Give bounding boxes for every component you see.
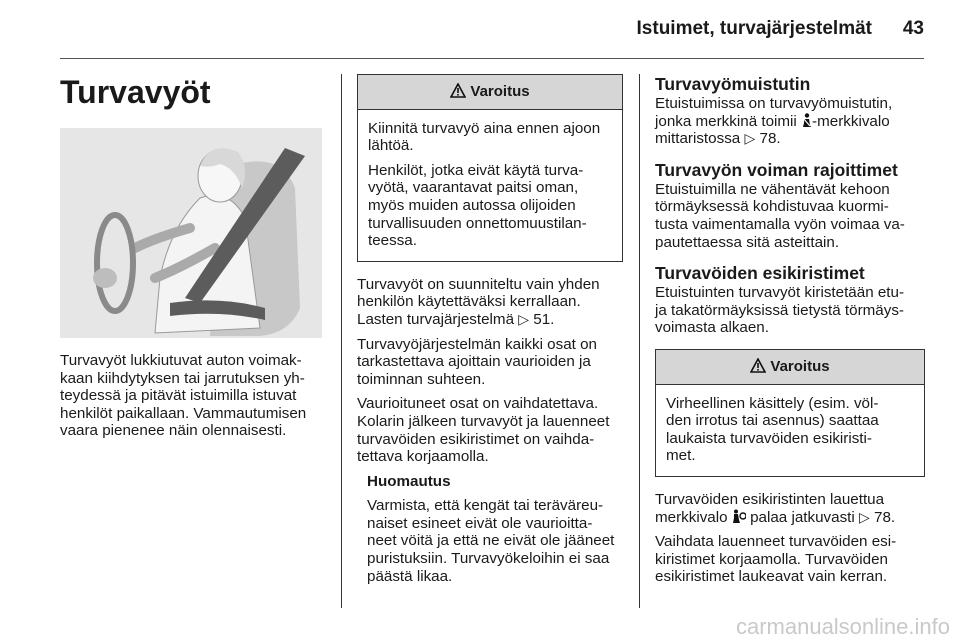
indicator-paragraph [655,491,925,526]
warning-line: Kiinnitä turvavyö aina ennen ajoon [368,119,601,137]
header-title: Istuimet, turvajärjestelmät [636,18,872,39]
text-line: Vaurioituneet osat on vaihdatettava. [357,395,599,413]
pretensioner-indicator-icon [732,509,746,524]
text-line: esikiristimet laukeavat vain kerran. [655,568,888,586]
note-line: päästä likaa. [367,567,453,585]
text-line: kiristimet korjaamolla. Turvavöiden [655,550,888,568]
paragraph-single-person [357,276,623,329]
note-line: naiset esineet eivät ole vaurioitta- [367,514,593,532]
intro-paragraph [60,352,326,440]
page-reference: 78. [759,130,781,148]
warning-line: teessa. [368,232,417,250]
text-fragment: -merkkivalo [812,112,890,130]
page-header [0,0,960,60]
text-line: tettava korjaamolla. [357,448,489,466]
warning-line: vyötä, vaarantavat paitsi oman, [368,179,579,197]
warning-triangle-icon [450,83,466,98]
intro-line: henkilöt paikallaan. Vammautumisen [60,404,307,422]
note-block [357,473,623,586]
warning-header [656,350,924,385]
text-line: Etuistuimissa on turvavyömuistutin, [655,95,893,112]
text-line: Turvavyöt on suunniteltu vain yhden [357,275,600,293]
text-line: Turvavöiden esikiristinten lauettua [655,490,885,508]
page-reference: 51. [533,310,555,328]
text-fragment: palaa jatkuvasti [750,508,855,526]
warning-line: met. [666,447,696,465]
warning-line: lähtöä. [368,137,414,155]
page-reference: 78. [874,508,896,526]
note-title: Huomautus [367,472,451,490]
text-line: mittaristossa [655,130,741,148]
text-line: Etuistuimilla ne vähentävät kehoon [655,180,890,198]
warning-line: turvallisuuden onnettomuustilan- [368,214,587,232]
text-line: toiminnan suhteen. [357,370,486,388]
section-title-pretensioners: Turvavöiden esikiristimet [655,263,865,284]
warning-title: Varoitus [770,357,830,375]
warning-box [357,74,623,262]
text-line: Vaihdata lauenneet turvavöiden esi- [655,533,897,551]
text-line: tarkastettava ajoittain vaurioiden ja [357,353,591,371]
paragraph-inspection [357,336,623,389]
limiters-paragraph [655,181,925,251]
header-rule [60,58,924,59]
text-line: Kolarin jälkeen turvavyöt ja lauenneet [357,412,610,430]
page-number: 43 [902,18,924,39]
warning-line: myös muiden autossa olijoiden [368,196,576,214]
intro-line: teydessä ja pitävät istuimilla istuvat [60,387,297,405]
reminder-paragraph [655,95,925,148]
column-3 [655,74,925,593]
text-line: Etuistuinten turvavyöt kiristetään etu- [655,284,905,302]
replace-pretensioners-paragraph [655,533,925,586]
reference-arrow-icon: ▷ [518,310,530,327]
text-line: henkilön käytettäväksi kerrallaan. [357,293,581,311]
note-line: puristuksiin. Turvavyökeloihin ei saa [367,550,610,568]
watermark: carmanualsonline.info [735,614,950,639]
column-divider [639,74,640,608]
warning-header [358,75,622,110]
note-body [367,497,623,585]
warning-box [655,349,925,477]
seatbelt-reminder-icon [801,113,812,128]
chapter-title: Turvavyöt [60,74,211,110]
intro-line: vaara pienenee näin olennaisesti. [60,422,287,440]
paragraph-replacement [357,395,623,465]
warning-line: den irrotus tai asennus) saattaa [666,412,879,430]
text-line: pautettaessa sitä asteittain. [655,233,840,251]
pretensioners-paragraph [655,284,925,337]
text-fragment: merkkivalo [655,508,728,526]
column-2 [357,74,623,592]
warning-line: Virheellinen käsittely (esim. völ- [666,394,879,412]
section-title-reminder: Turvavyömuistutin [655,74,811,94]
reference-arrow-icon: ▷ [859,508,870,525]
text-line: tusta vaimentamalla vyön voimaa va- [655,215,905,233]
warning-paragraph [666,395,914,465]
warning-triangle-icon [750,358,766,373]
reference-arrow-icon: ▷ [744,130,756,147]
warning-line: laukaista turvavöiden esikiristi- [666,429,872,447]
text-line: Lasten turvajärjestelmä [357,310,515,328]
text-line: voimasta alkaen. [655,319,769,337]
warning-body [656,385,924,476]
warning-title: Varoitus [470,83,530,100]
warning-body [358,110,622,261]
text-line: jonka merkkinä toimii [655,112,797,130]
note-line: Varmista, että kengät tai teräväreu- [367,497,604,515]
warning-paragraph [368,162,612,250]
note-line: neet vöitä ja että ne eivät ole jääneet [367,532,615,550]
intro-line: Turvavyöt lukkiutuvat auton voimak- [60,352,302,369]
text-line: törmäyksessä kohdistuvaa kuormi- [655,198,889,216]
seatbelt-illustration [60,128,322,338]
warning-line: Henkilöt, jotka eivät käytä turva- [368,161,584,179]
column-1 [60,74,326,447]
column-divider [341,74,342,608]
warning-paragraph [368,120,612,155]
text-line: turvavöiden esikiristimet on vaihda- [357,430,595,448]
section-title-limiters: Turvavyön voiman rajoittimet [655,159,898,180]
intro-line: kaan kiihdytyksen tai jarrutuksen yh- [60,369,305,387]
text-line: Turvavyöjärjestelmän kaikki osat on [357,335,598,353]
text-line: ja takatörmäyksissä tietystä törmäys- [655,301,904,319]
